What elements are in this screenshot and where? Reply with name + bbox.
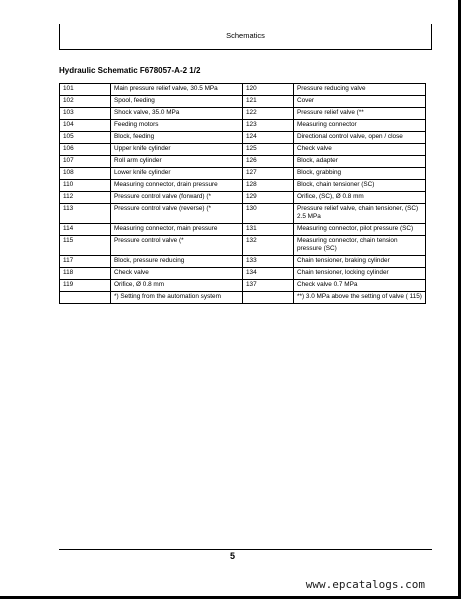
part-description-cell: *) Setting from the automation system xyxy=(111,292,243,304)
part-number-cell: 131 xyxy=(243,224,294,236)
table-row xyxy=(60,268,426,280)
part-description-cell: Block, pressure reducing xyxy=(111,256,243,268)
part-number-cell: 119 xyxy=(60,280,111,292)
part-number-cell: 101 xyxy=(60,84,111,96)
table-row xyxy=(60,144,426,156)
part-number-cell: 103 xyxy=(60,108,111,120)
part-description-cell: Pressure control valve (reverse) (* xyxy=(111,204,243,224)
table-row xyxy=(60,224,426,236)
part-number-cell: 108 xyxy=(60,168,111,180)
part-description-cell: Measuring connector, drain pressure xyxy=(111,180,243,192)
part-description-cell: Pressure relief valve, chain tensioner, (SC) 2.5 MPa xyxy=(294,204,426,224)
part-number-cell xyxy=(60,292,111,304)
part-number-cell: 137 xyxy=(243,280,294,292)
part-number-cell: 104 xyxy=(60,120,111,132)
part-description-cell: Spool, feeding xyxy=(111,96,243,108)
part-number-cell: 133 xyxy=(243,256,294,268)
table-row xyxy=(60,256,426,268)
table-row xyxy=(60,168,426,180)
table-row xyxy=(60,192,426,204)
part-description-cell: Measuring connector, pilot pressure (SC) xyxy=(294,224,426,236)
part-number-cell: 113 xyxy=(60,204,111,224)
part-description-cell: Block, adapter xyxy=(294,156,426,168)
part-number-cell: 110 xyxy=(60,180,111,192)
part-number-cell: 130 xyxy=(243,204,294,224)
part-description-cell: **) 3.0 MPa above the setting of valve ( 115) xyxy=(294,292,426,304)
part-number-cell: 107 xyxy=(60,156,111,168)
part-description-cell: Shock valve, 35.0 MPa xyxy=(111,108,243,120)
part-number-cell: 128 xyxy=(243,180,294,192)
part-description-cell: Block, chain tensioner (SC) xyxy=(294,180,426,192)
table-row xyxy=(60,156,426,168)
page-number: 5 xyxy=(229,551,235,561)
footer-rule xyxy=(59,549,432,550)
part-number-cell xyxy=(243,292,294,304)
part-number-cell: 118 xyxy=(60,268,111,280)
part-description-cell: Block, grabbing xyxy=(294,168,426,180)
part-description-cell: Check valve xyxy=(294,144,426,156)
part-number-cell: 120 xyxy=(243,84,294,96)
table-row xyxy=(60,180,426,192)
part-number-cell: 117 xyxy=(60,256,111,268)
part-number-cell: 129 xyxy=(243,192,294,204)
part-description-cell: Feeding motors xyxy=(111,120,243,132)
part-number-cell: 106 xyxy=(60,144,111,156)
part-number-cell: 105 xyxy=(60,132,111,144)
part-description-cell: Chain tensioner, braking cylinder xyxy=(294,256,426,268)
watermark-url: www.epcatalogs.com xyxy=(305,578,425,591)
table-row xyxy=(60,84,426,96)
part-description-cell: Orifice, Ø 0.8 mm xyxy=(111,280,243,292)
part-number-cell: 102 xyxy=(60,96,111,108)
part-description-cell: Upper knife cylinder xyxy=(111,144,243,156)
header-box xyxy=(59,24,432,50)
part-description-cell: Block, feeding xyxy=(111,132,243,144)
part-description-cell: Chain tensioner, locking cylinder xyxy=(294,268,426,280)
part-number-cell: 126 xyxy=(243,156,294,168)
parts-table xyxy=(59,83,426,304)
table-row xyxy=(60,108,426,120)
page-header-title: Schematics xyxy=(226,31,265,40)
table-row xyxy=(60,96,426,108)
part-description-cell: Measuring connector xyxy=(294,120,426,132)
section-title: Hydraulic Schematic F678057-A-2 1/2 xyxy=(59,66,201,75)
part-description-cell: Check valve xyxy=(111,268,243,280)
table-row xyxy=(60,236,426,256)
table-row xyxy=(60,292,426,304)
part-description-cell: Lower knife cylinder xyxy=(111,168,243,180)
part-number-cell: 122 xyxy=(243,108,294,120)
part-number-cell: 114 xyxy=(60,224,111,236)
part-description-cell: Orifice, (SC), Ø 0.8 mm xyxy=(294,192,426,204)
part-description-cell: Pressure relief valve (** xyxy=(294,108,426,120)
part-number-cell: 123 xyxy=(243,120,294,132)
part-number-cell: 112 xyxy=(60,192,111,204)
part-description-cell: Cover xyxy=(294,96,426,108)
part-description-cell: Check valve 0.7 MPa xyxy=(294,280,426,292)
part-description-cell: Roll arm cylinder xyxy=(111,156,243,168)
table-row xyxy=(60,132,426,144)
table-row xyxy=(60,120,426,132)
part-number-cell: 121 xyxy=(243,96,294,108)
table-row xyxy=(60,280,426,292)
part-description-cell: Main pressure relief valve, 30.5 MPa xyxy=(111,84,243,96)
part-number-cell: 115 xyxy=(60,236,111,256)
part-description-cell: Pressure control valve (* xyxy=(111,236,243,256)
part-number-cell: 127 xyxy=(243,168,294,180)
part-description-cell: Measuring connector, chain tension pressure (SC) xyxy=(294,236,426,256)
part-number-cell: 132 xyxy=(243,236,294,256)
part-description-cell: Directional control valve, open / close xyxy=(294,132,426,144)
table-row xyxy=(60,204,426,224)
part-number-cell: 134 xyxy=(243,268,294,280)
part-number-cell: 124 xyxy=(243,132,294,144)
part-description-cell: Pressure control valve (forward) (* xyxy=(111,192,243,204)
parts-table-body xyxy=(60,84,426,304)
part-description-cell: Measuring connector, main pressure xyxy=(111,224,243,236)
part-number-cell: 125 xyxy=(243,144,294,156)
part-description-cell: Pressure reducing valve xyxy=(294,84,426,96)
